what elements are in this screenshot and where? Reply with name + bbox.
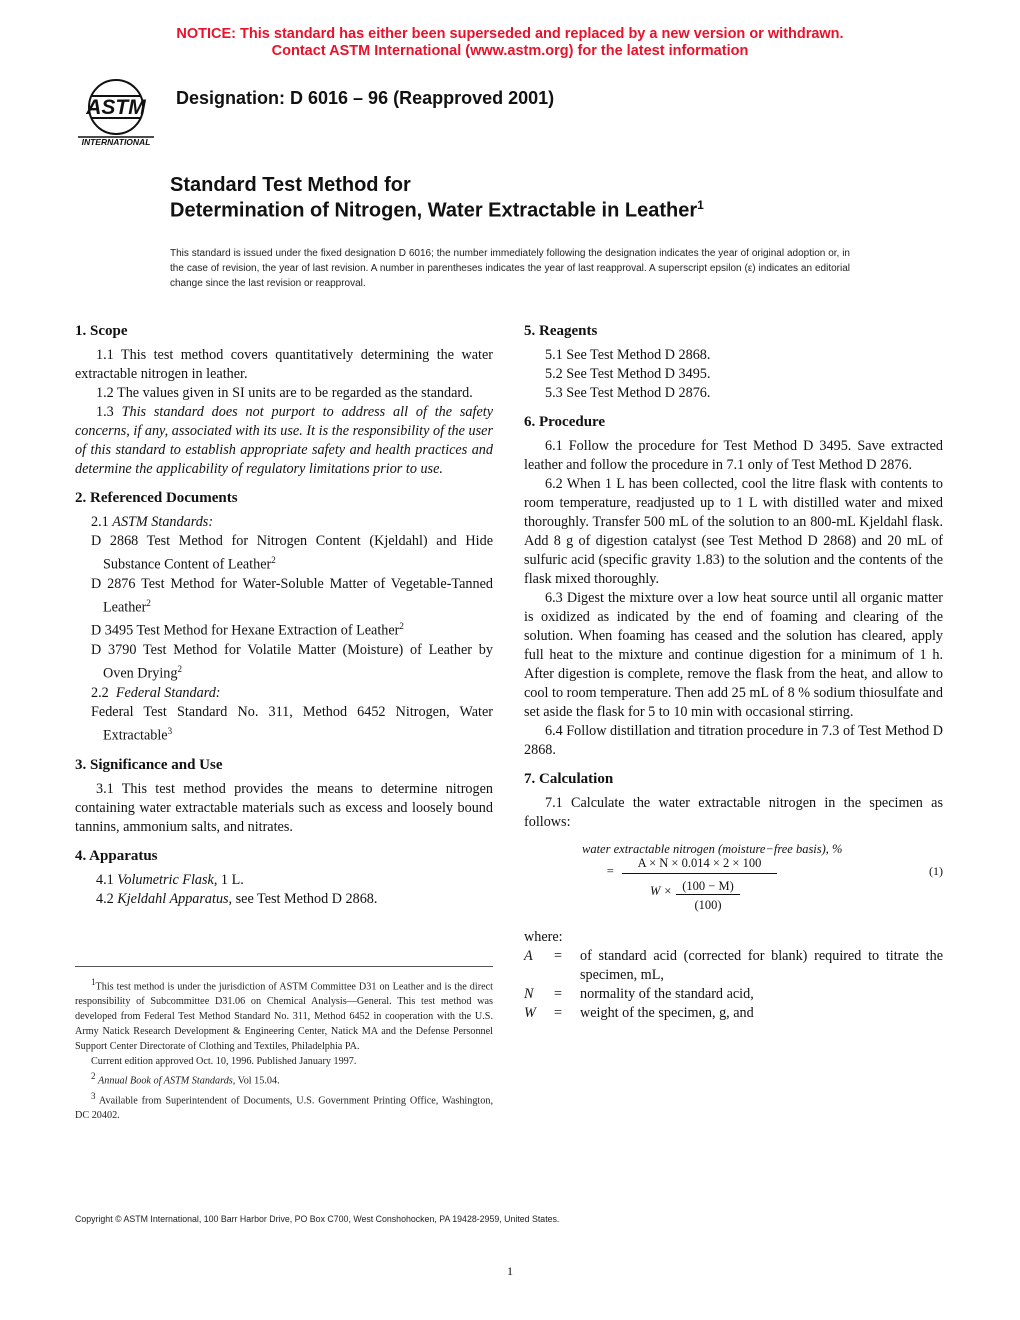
referenced-heading: 2. Referenced Documents	[75, 490, 238, 506]
reagents-heading: 5. Reagents	[524, 323, 598, 339]
ref-d2868: D 2868 Test Method for Nitrogen Content (Kjeldahl) and Hide Substance Content of Leather$^2$	[91, 533, 493, 573]
procedure-6-4: 6.4 Follow distillation and titration procedure in 7.3 of Test Method D 2868.	[524, 723, 943, 758]
reagent-5-1: 5.1 See Test Method D 2868.	[545, 347, 711, 363]
notice-banner	[0, 26, 1020, 60]
section-reagents	[524, 322, 943, 403]
significance-heading: 3. Significance and Use	[75, 756, 223, 773]
section-procedure	[524, 413, 943, 760]
scope-heading: 1. Scope	[75, 323, 128, 339]
equation-number: (1)	[929, 864, 943, 878]
footnote-1b: Current edition approved Oct. 10, 1996. Published January 1997.	[91, 1056, 357, 1068]
procedure-6-3: 6.3 Digest the mixture over a low heat source until all organic matter is oxidized as indicated by the end of foaming and clearing of the solution. When foaming has ceased and the solution has cleared, apply full heat to the mixture and continue digestion for a minimum of 1 h. After digestion is complete, remove the flask from the heat, and allow to cool to room temperature. Then add 25 mL of 8 % sodium thiosulfate and set aside the flask for 5 to 10 min with occasional stirring.	[524, 590, 943, 720]
section-apparatus	[75, 847, 493, 909]
scope-1-3-text: This standard does not purport to address all of the safety concerns, if any, associated with its use. It is the responsibility of the user of this standard to establish appropriate safety and health practices and determine the applicability of regulatory limitations prior to use.	[75, 404, 494, 477]
significance-3-1: 3.1 This test method provides the means to determine nitrogen containing water extractable materials such as excess and loosely bound tannins, ammonium salts, and nitrates.	[75, 780, 493, 835]
procedure-heading: 6. Procedure	[524, 414, 606, 430]
left-column	[75, 322, 493, 919]
formula-lhs: water extractable nitrogen (moisture−free basis), %	[582, 842, 843, 856]
title-text: Determination of Nitrogen, Water Extractable in Leather	[170, 199, 698, 222]
footnote-1: $^1$This test method is under the jurisdiction of ASTM Committee D31 on Leather and is the direct responsibility of Subcommittee D31.06 on Chemical Analysis—General. This test method was developed from Federal Test Method Standard No. 311, Method 6452 in cooperation with the U.S. Army Natick Research Development & Engineering Center, Natick MA and the Defense Personnel Support Center Directorate of Clothing and Textiles, Philadelphia PA.	[75, 977, 493, 1053]
equation-1	[524, 840, 943, 912]
apparatus-heading: 4. Apparatus	[75, 847, 158, 864]
formula-inner-numerator: (100 − M)	[682, 879, 734, 893]
formula-numerator: A × N × 0.014 × 2 × 100	[637, 856, 762, 870]
ref-d3790: D 3790 Test Method for Volatile Matter (Moisture) of Leather by Oven Drying$^2$	[91, 642, 493, 682]
formula-inner-denominator: (100)	[694, 898, 722, 912]
reagent-5-2: 5.2 See Test Method D 3495.	[545, 366, 711, 382]
section-scope	[75, 322, 493, 479]
notice-line-2: Contact ASTM International (www.astm.org) for the latest information	[271, 43, 749, 59]
notice-line-1: NOTICE: This standard has either been superseded and replaced by a new version or withdrawn.	[176, 26, 844, 42]
procedure-6-1: 6.1 Follow the procedure for Test Method D 3495. Save extracted leather and follow the procedure in 7.1 only of Test Method D 2876.	[524, 438, 943, 473]
variable-n: N = normality of the standard acid,	[524, 986, 754, 1002]
page-number: 1	[507, 1264, 513, 1278]
logo-text: ASTM	[86, 96, 146, 119]
right-column	[524, 322, 943, 1033]
title-line-2	[170, 198, 704, 223]
formula-denominator-w: W ×	[650, 884, 672, 898]
footnotes	[75, 966, 493, 1123]
formula-fraction-bar	[622, 873, 777, 874]
where-label: where:	[524, 929, 563, 945]
formula-inner-bar	[676, 894, 740, 895]
scope-1-3-num: 1.3	[96, 404, 114, 420]
scope-1-3	[75, 403, 493, 479]
variable-a: A = of standard acid (corrected for blank) required to titrate the specimen, mL,	[524, 948, 943, 983]
section-significance	[75, 756, 493, 837]
procedure-6-2: 6.2 When 1 L has been collected, cool the litre flask with contents to room temperature, readjusted up to 1 L with distilled water and mixed thoroughly. Transfer 500 mL of the solution to an 800-mL Kjeldahl flask. Add 8 g of digestion catalyst (see Test Method D 2868) and 20 mL of sulfuric acid (specific gravity 1.83) to the solution and the contents of the flask mixed thoroughly.	[524, 476, 943, 587]
calculation-7-1: 7.1 Calculate the water extractable nitrogen in the specimen as follows:	[524, 795, 943, 830]
apparatus-4-1: 4.1 Volumetric Flask, 1 L.	[96, 871, 244, 888]
variable-w: W = weight of the specimen, g, and	[524, 1005, 754, 1021]
designation: Designation: D 6016 – 96 (Reapproved 2001)	[176, 88, 555, 108]
astm-standards-sub: 2.1 ASTM Standards:	[91, 514, 214, 530]
copyright: Copyright © ASTM International, 100 Barr Harbor Drive, PO Box C700, West Conshohocken, PA 19428-2959, United States.	[75, 1214, 560, 1224]
title-line-1: Standard Test Method for	[170, 174, 411, 196]
reagent-5-3: 5.3 See Test Method D 2876.	[545, 385, 711, 401]
scope-1-2: 1.2 The values given in SI units are to be regarded as the standard.	[96, 385, 473, 401]
astm-logo-icon	[70, 74, 162, 150]
logo-subtext: INTERNATIONAL	[81, 137, 151, 147]
section-calculation	[524, 770, 943, 1023]
issue-statement: This standard is issued under the fixed designation D 6016; the number immediately following the designation indicates the year of original adoption or, in the case of revision, the year of last revision. A number in parentheses indicates the year of last reapproval. A superscript epsilon (ε) indicates an editorial change since the last revision or reapproval.	[170, 248, 850, 289]
ref-d2876: D 2876 Test Method for Water-Soluble Matter of Vegetable-Tanned Leather$^2$	[91, 575, 493, 616]
formula-equals: =	[606, 864, 615, 878]
apparatus-4-2: 4.2 Kjeldahl Apparatus, see Test Method D 2868.	[96, 890, 378, 907]
scope-1-1: 1.1 This test method covers quantitatively determining the water extractable nitrogen in leather.	[75, 347, 493, 382]
ref-d3495: D 3495 Test Method for Hexane Extraction of Leather$^2$	[91, 621, 404, 640]
federal-standard-sub: 2.2 Federal Standard:	[91, 684, 221, 701]
title-footnote-mark: 1	[697, 198, 704, 212]
footnote-3: $^3$ Available from Superintendent of Documents, U.S. Government Printing Office, Washington, DC 20402.	[75, 1090, 493, 1122]
calculation-heading: 7. Calculation	[524, 771, 614, 787]
ref-federal: Federal Test Standard No. 311, Method 6452 Nitrogen, Water Extractable$^3$	[91, 703, 493, 744]
footnote-2: $^2$ Annual Book of ASTM Standards, Vol 15.04.	[91, 1071, 280, 1087]
section-referenced-documents	[75, 489, 493, 746]
